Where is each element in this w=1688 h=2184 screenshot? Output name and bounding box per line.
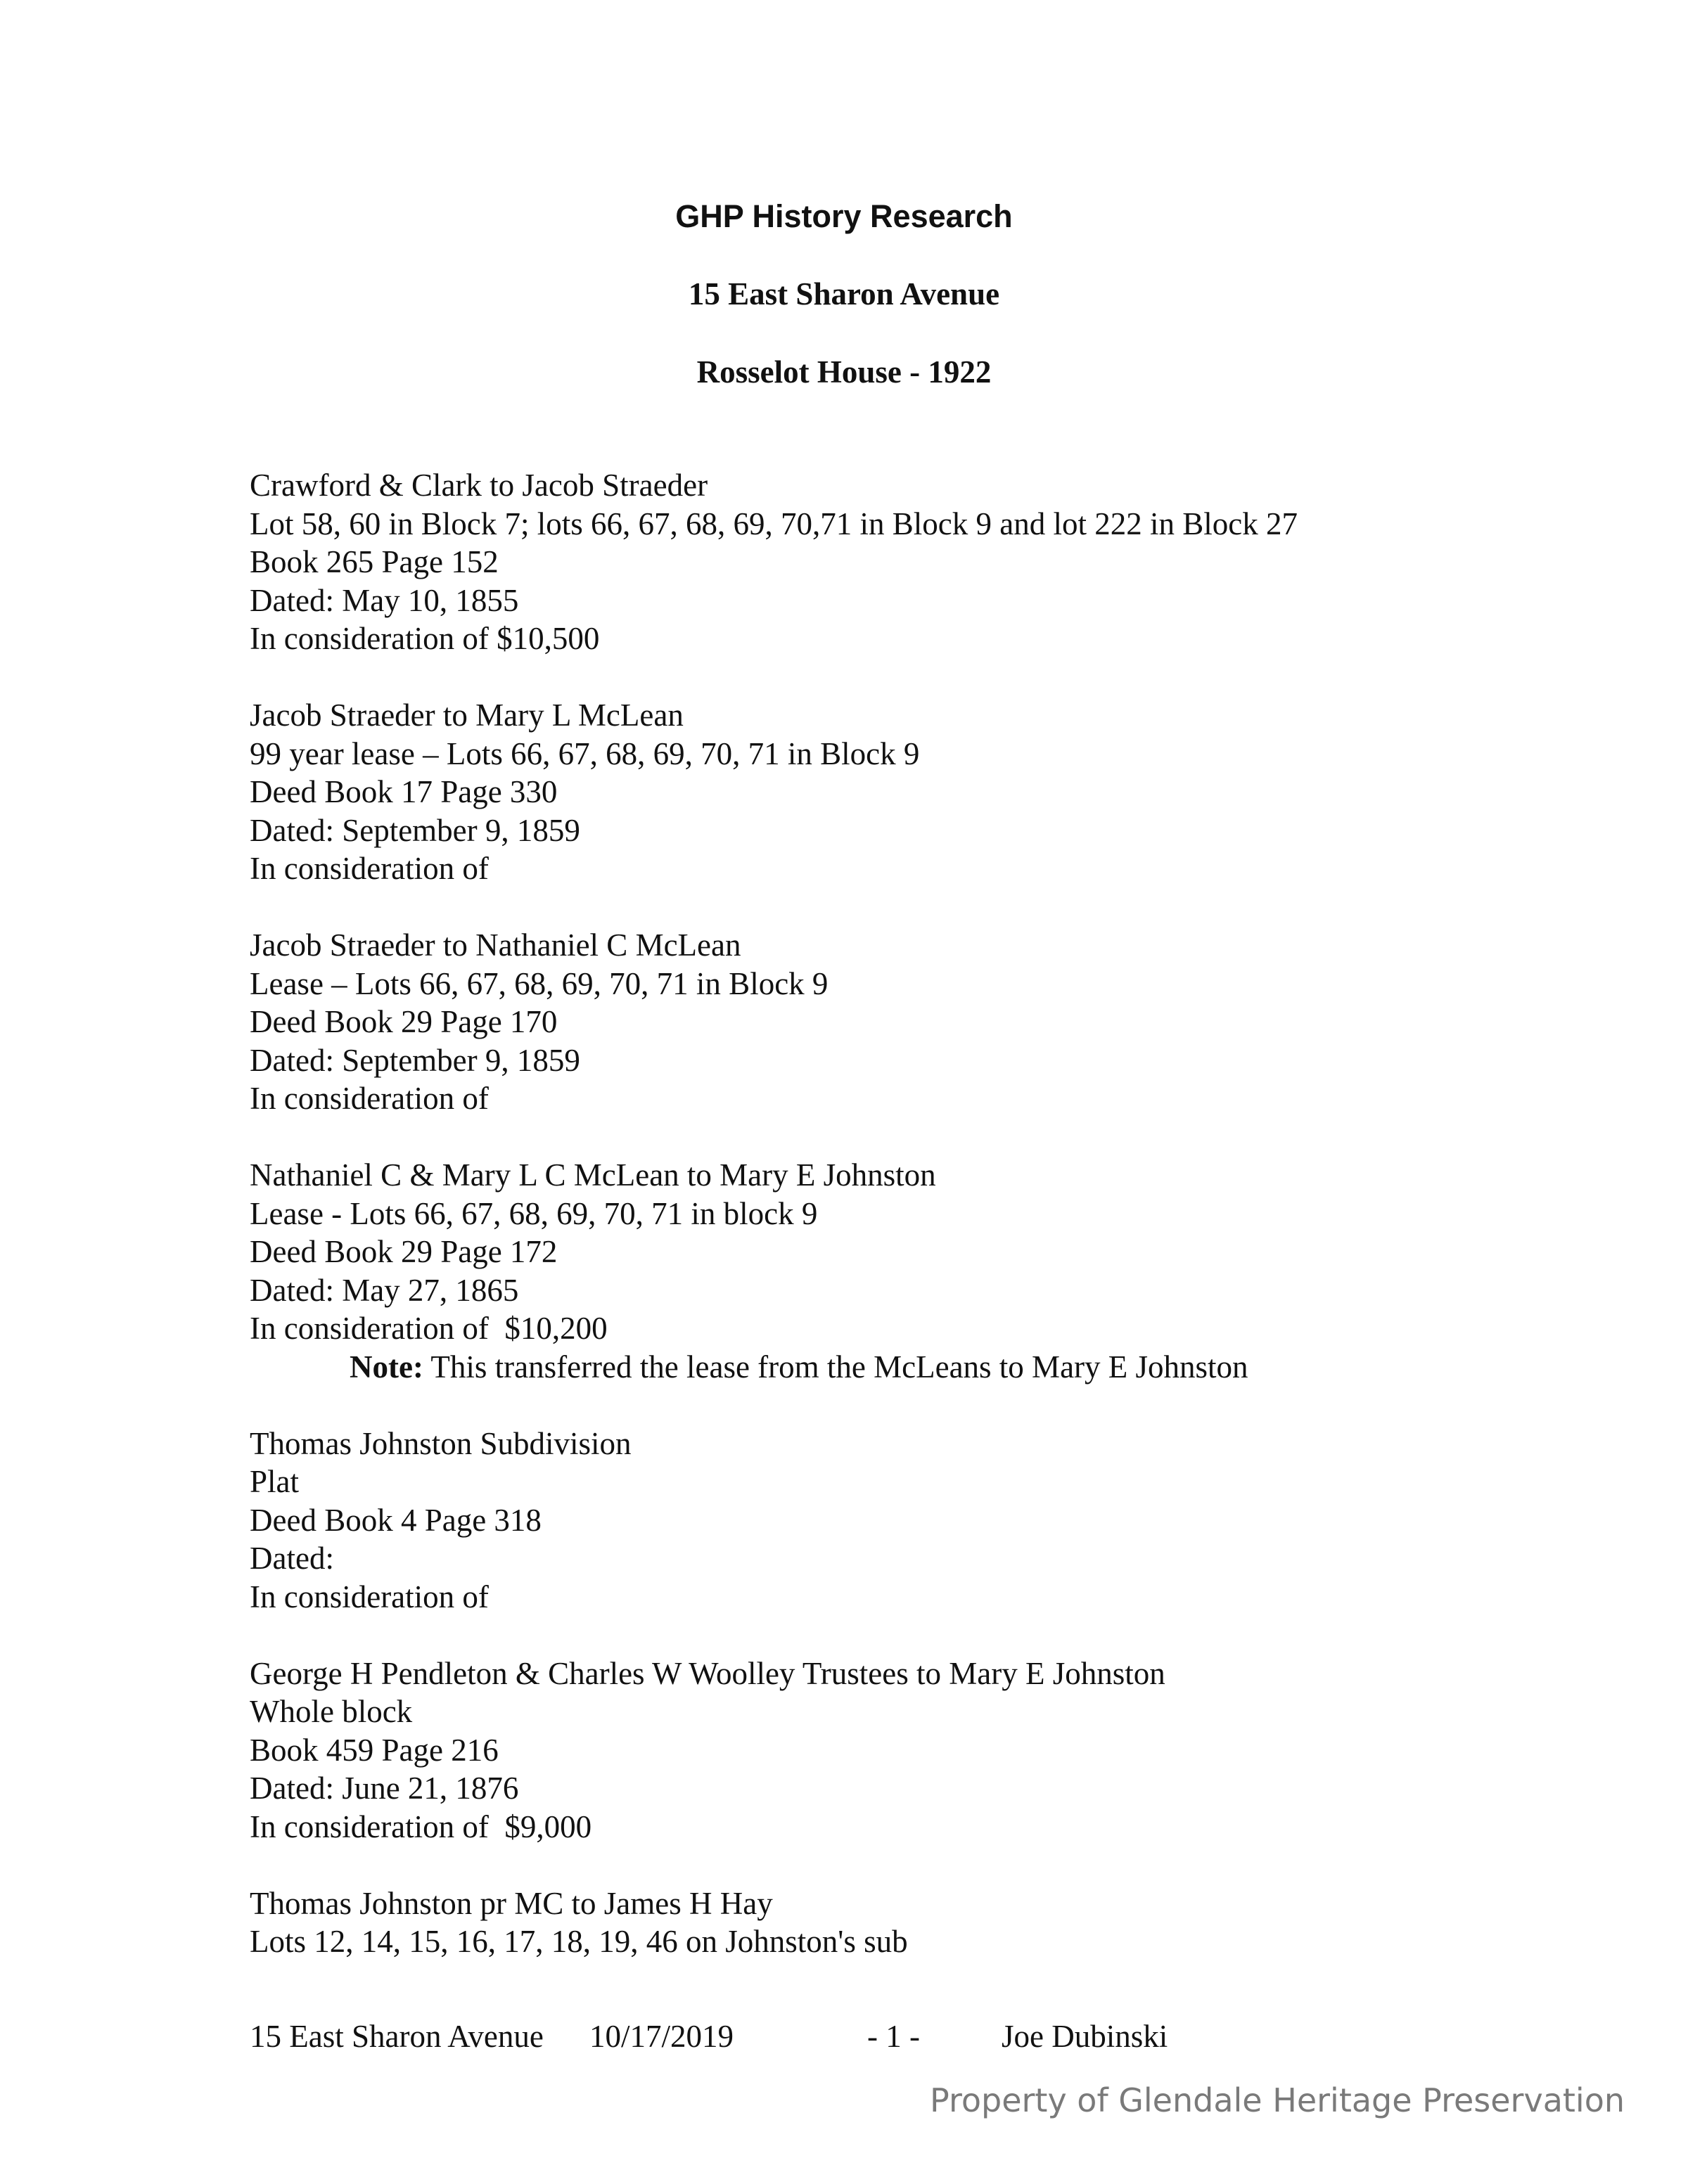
- record-line: Dated: May 27, 1865: [250, 1272, 519, 1308]
- record-line: In consideration of $10,500: [250, 621, 600, 656]
- deed-record: [250, 696, 1586, 888]
- deed-record: [250, 466, 1586, 658]
- record-line: Deed Book 17 Page 330: [250, 774, 558, 809]
- record-line: Deed Book 29 Page 172: [250, 1234, 558, 1269]
- footer-page-number: - 1 -: [867, 2019, 920, 2054]
- record-line: Lease – Lots 66, 67, 68, 69, 70, 71 in Block 9: [250, 965, 829, 1001]
- deed-record: [250, 1425, 1586, 1617]
- deed-record: [250, 1655, 1586, 1846]
- document-title: GHP History Research: [675, 198, 1013, 234]
- record-line: In consideration of $10,200: [250, 1311, 608, 1346]
- house-name: Rosselot House - 1922: [696, 354, 992, 390]
- footer-author: Joe Dubinski: [1002, 2019, 1168, 2054]
- record-parties: Jacob Straeder to Nathaniel C McLean: [250, 927, 741, 963]
- record-parties: George H Pendleton & Charles W Woolley Trustees to Mary E Johnston: [250, 1655, 1165, 1691]
- record-line: In consideration of $9,000: [250, 1809, 592, 1844]
- footer-address: 15 East Sharon Avenue: [250, 2019, 544, 2054]
- note-label: Note:: [350, 1349, 423, 1385]
- record-line: Deed Book 29 Page 170: [250, 1004, 558, 1039]
- record-line: Dated: September 9, 1859: [250, 1042, 580, 1078]
- footer-date: 10/17/2019: [589, 2019, 734, 2054]
- deed-records: [250, 466, 1586, 1999]
- record-line: In consideration of: [250, 1579, 489, 1614]
- record-line: Dated: May 10, 1855: [250, 582, 519, 618]
- record-line: Lot 58, 60 in Block 7; lots 66, 67, 68, 69, 70,71 in Block 9 and lot 222 in Block 27: [250, 506, 1298, 541]
- record-parties: Thomas Johnston pr MC to James H Hay: [250, 1885, 773, 1921]
- record-line: Plat: [250, 1464, 300, 1499]
- record-line: 99 year lease – Lots 66, 67, 68, 69, 70, 71 in Block 9: [250, 736, 920, 771]
- watermark: Property of Glendale Heritage Preservation: [930, 2081, 1625, 2119]
- deed-record: [250, 1156, 1586, 1386]
- deed-record: [250, 926, 1586, 1118]
- record-line: Dated: September 9, 1859: [250, 812, 580, 848]
- record-line: In consideration of: [250, 1081, 489, 1116]
- note-text: This transferred the lease from the McLeans to Mary E Johnston: [423, 1349, 1248, 1385]
- record-parties: Jacob Straeder to Mary L McLean: [250, 698, 684, 733]
- record-line: Dated:: [250, 1541, 334, 1576]
- record-note: [250, 1348, 1586, 1387]
- record-line: In consideration of: [250, 851, 489, 886]
- record-parties: Crawford & Clark to Jacob Straeder: [250, 468, 708, 503]
- deed-record: [250, 1884, 1586, 1961]
- record-parties: Thomas Johnston Subdivision: [250, 1425, 632, 1461]
- record-line: Book 459 Page 216: [250, 1732, 499, 1768]
- record-line: Deed Book 4 Page 318: [250, 1502, 542, 1538]
- record-parties: Nathaniel C & Mary L C McLean to Mary E Johnston: [250, 1157, 936, 1193]
- record-line: Whole block: [250, 1694, 413, 1729]
- record-line: Lots 12, 14, 15, 16, 17, 18, 19, 46 on Johnston's sub: [250, 1924, 908, 1959]
- record-line: Lease - Lots 66, 67, 68, 69, 70, 71 in block 9: [250, 1195, 818, 1231]
- property-address: 15 East Sharon Avenue: [688, 276, 1000, 311]
- record-line: Dated: June 21, 1876: [250, 1771, 519, 1806]
- record-line: Book 265 Page 152: [250, 544, 499, 579]
